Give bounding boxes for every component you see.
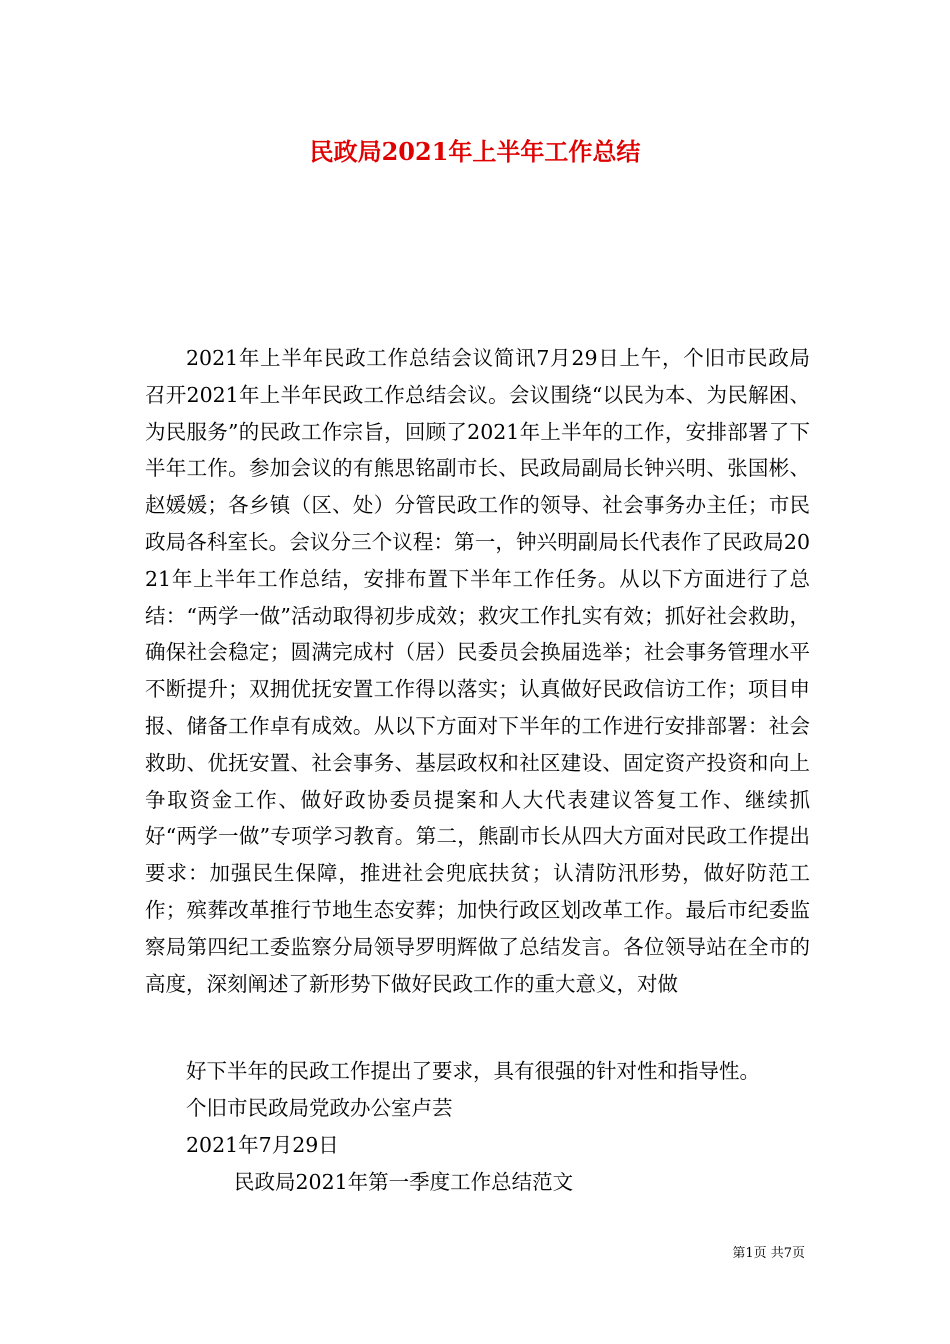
closing-sentence: 好下半年的民政工作提出了要求，具有很强的针对性和指导性。 bbox=[186, 1059, 760, 1083]
body-paragraph: 2021年上半年民政工作总结会议简讯7月29日上午，个旧市民政局召开2021年上半年民政工作总结会议。会议围绕“以民为本、为民解困、为民服务”的民政工作宗旨，回顾了2021年上半年的工作，安排部署了下半年工作。参加会议的有熊思铭副市长、民政局副局长钟兴明、张国彬、赵媛媛；各乡镇（区、处）分管民政工作的领导、社会事务办主任；市民政局各科室长。会议分三个议程：第一，钟兴明副局长代表作了民政局2021年上半年工作总结，安排布置下半年工作任务。从以下方面进行了总结：“两学一做”活动取得初步成效；救灾工作扎实有效；抓好社会救助，确保社会稳定；圆满完成村（居）民委员会换届选举；社会事务管理水平不断提升；双拥优抚安置工作得以落实；认真做好民政信访工作；项目申报、储备工作卓有成效。从以下方面对下半年的工作进行安排部署：社会救助、优抚安置、社会事务、基层政权和社区建设、固定资产投资和向上争取资金工作、做好政协委员提案和人大代表建议答复工作、继续抓好“两学一做”专项学习教育。第二，熊副市长从四大方面对民政工作提出要求：加强民生保障，推进社会兜底扶贫；认清防汛形势，做好防范工作；殡葬改革推行节地生态安葬；加快行政区划改革工作。最后市纪委监察局第四纪工委监察分局领导罗明辉做了总结发言。各位领导站在全市的高度，深刻阐述了新形势下做好民政工作的重大意义，对做 bbox=[145, 346, 810, 996]
page-number: 第1页 共7页 bbox=[732, 1246, 805, 1261]
document-date: 2021年7月29日 bbox=[186, 1133, 339, 1157]
signature: 个旧市民政局党政办公室卢芸 bbox=[186, 1096, 453, 1120]
next-section-title: 民政局2021年第一季度工作总结范文 bbox=[234, 1170, 574, 1194]
document-title: 民政局2021年上半年工作总结 bbox=[309, 137, 641, 166]
